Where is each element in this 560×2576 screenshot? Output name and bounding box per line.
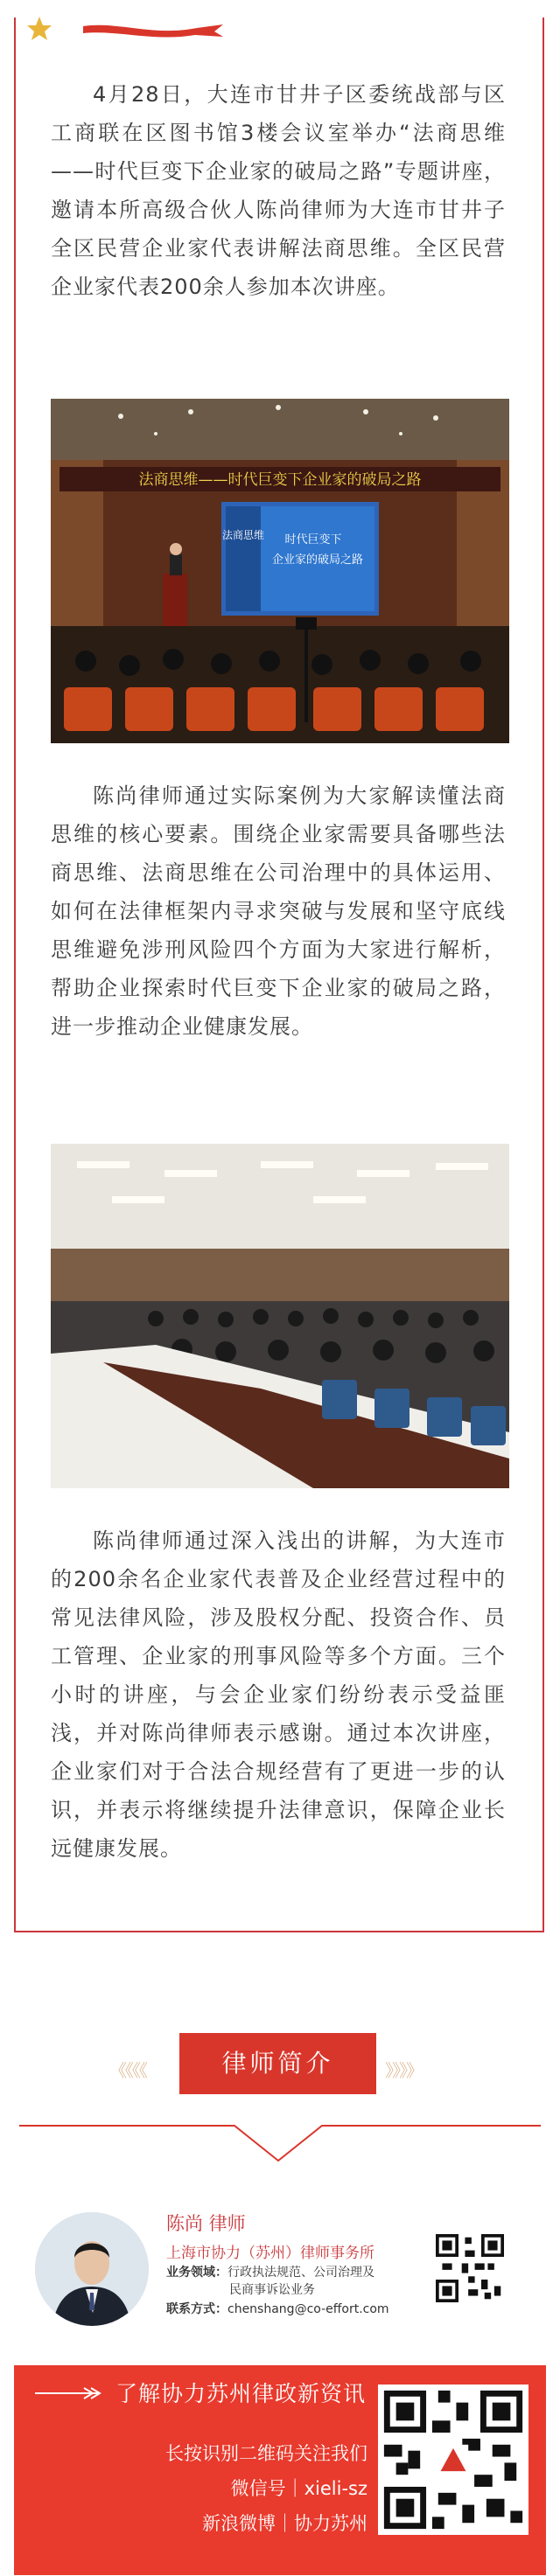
footer-follow-text: 长按识别二维码关注我们 [165,2443,368,2464]
section-divider [19,2119,541,2171]
footer-title: 了解协力苏州律政新资讯 [116,2381,367,2406]
footer-wechat-id: 微信号｜xieli-sz [230,2478,368,2499]
qr-code-icon[interactable] [436,2234,504,2302]
avatar [35,2212,149,2326]
practice-line-1: 行政执法规范、公司治理及 [228,2266,374,2280]
audience-photo [51,1144,509,1488]
footer-qr-code-icon[interactable] [378,2385,528,2535]
section-title: 律师简介 [179,2033,376,2094]
practice-area [166,2265,374,2280]
article-paragraph-2: 陈尚律师通过实际案例为大家解读懂法商思维的核心要素。围绕企业家需要具备哪些法商思维、法商思维在公司治理中的具体运用、如何在法律框架内寻求突破与发展和坚守底线思维避免涉刑风险四个方面为大家进行解析，帮助企业探索时代巨变下企业家的破局之路，进一步推动企业健康发展。 [51,783,506,1039]
screen-side-text: 法商思维 [221,529,265,541]
banner-text: 法商思维——时代巨变下企业家的破局之路 [138,471,422,489]
article-paragraph-3: 陈尚律师通过深入浅出的讲解，为大连市的200余名企业家代表普及企业经营过程中的常见法律风险，涉及股权分配、投资合作、员工管理、企业家的刑事风险等多个方面。三个小时的讲座，与会企业家们纷纷表示受益匪浅，并对陈尚律师表示感谢。通过本次讲座，企业家们对于合法合规经营有了更进一步的认识，并表示将继续提升法律意识，保障企业长远健康发展。 [51,1528,506,1861]
contact-info [166,2301,389,2317]
screen-title-1: 时代巨变下 [284,533,342,547]
lecture-photo [51,399,509,743]
left-arrow-decoration-icon: 《《《《 [109,2060,146,2081]
arrow-decoration-icon [35,2387,105,2399]
lawyer-name: 陈尚 律师 [166,2213,246,2234]
lawyer-email[interactable]: chenshang@co-effort.com [228,2302,389,2316]
right-arrow-decoration-icon: 》》》》 [385,2060,422,2081]
practice-line-2: 民商事诉讼业务 [229,2283,315,2297]
practice-label: 业务领域： [166,2266,228,2280]
article-paragraph-1: 4月28日，大连市甘井子区委统战部与区工商联在区图书馆3楼会议室举办“法商思维——时代巨变下企业家的破局之路”专题讲座，邀请本所高级合伙人陈尚律师为大连市甘井子全区民营企业家代表讲解法商思维。全区民营企业家代表200余人参加本次讲座。 [51,82,506,299]
lawyer-firm: 上海市协力（苏州）律师事务所 [166,2245,374,2262]
screen-title-2: 企业家的破局之路 [271,553,364,567]
footer-weibo: 新浪微博｜协力苏州 [202,2513,368,2534]
contact-label: 联系方式： [166,2302,228,2316]
